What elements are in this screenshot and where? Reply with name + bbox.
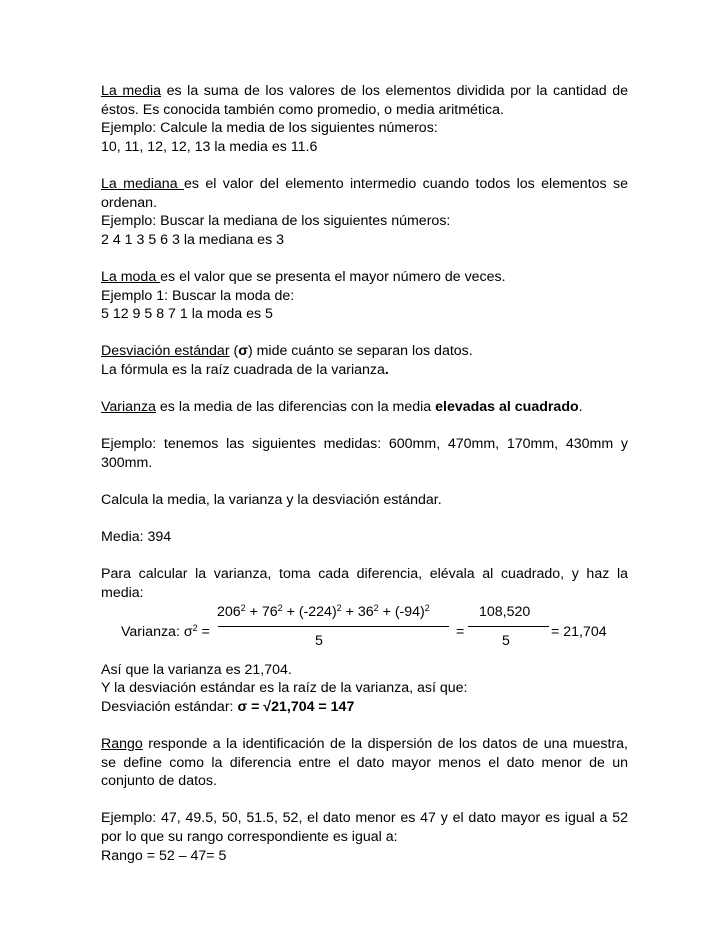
para-calcular-paragraph	[101, 565, 628, 602]
para-calcular-line-2: media:	[101, 585, 144, 602]
formula-exponent: 2	[240, 602, 246, 613]
media-result-line: Media: 394	[101, 529, 172, 546]
rango-line-3: conjunto de datos.	[101, 773, 217, 790]
conclusion-bold-result: σ = √21,704 = 147	[237, 698, 355, 715]
varianza-paragraph	[101, 398, 628, 417]
rango-line-2: se define como la diferencia entre el dato mayor menos el dato menor de un	[101, 754, 628, 771]
formula-label-equals: =	[197, 623, 210, 640]
desviacion-formula-text: La fórmula es la raíz cuadrada de la varianza	[101, 361, 385, 378]
ejemplo-paragraph	[101, 435, 628, 472]
mediana-term: La mediana	[101, 175, 184, 192]
rango-ejemplo-line-2: por lo que su rango correspondiente es igual a:	[101, 828, 398, 845]
varianza-term: Varianza	[101, 399, 156, 416]
conclusion-line-2: Y la desviación estándar es la raíz de la varianza, así que:	[101, 680, 468, 697]
rango-ejemplo-line-1: Ejemplo: 47, 49.5, 50, 51.5, 52, el dato menor es 47 y el dato mayor es igual a 52	[101, 810, 628, 827]
formula-exponent: 2	[277, 602, 283, 613]
formula-equals: =	[456, 623, 465, 640]
ejemplo-line-2: 300mm.	[101, 454, 153, 471]
formula-term-5: + (-94)	[378, 603, 425, 620]
mediana-paragraph	[101, 175, 628, 249]
moda-definition-text: es el valor que se presenta el mayor número de veces.	[160, 268, 506, 285]
formula-label-text: Varianza: σ	[121, 623, 193, 640]
mediana-example-values: 2 4 1 3 5 6 3 la mediana es 3	[101, 231, 284, 248]
media-term: La media	[101, 83, 162, 99]
media-definition-text: es la suma de los valores de los elementos dividida por la cantidad de	[161, 83, 628, 99]
media-line-1	[101, 82, 628, 101]
document-page	[101, 82, 628, 884]
varianza-line-1	[101, 398, 628, 417]
moda-example-label: Ejemplo 1: Buscar la moda de:	[101, 287, 295, 304]
desviacion-paragraph	[101, 342, 628, 379]
media-result-paragraph	[101, 528, 628, 547]
desviacion-line-1	[101, 342, 628, 361]
moda-line-1	[101, 268, 628, 287]
rango-ejemplo-line-3: Rango = 52 – 47= 5	[101, 847, 227, 864]
mediana-line-2: ordenan.	[101, 194, 158, 211]
formula-denominator: 5	[315, 632, 323, 649]
mediana-example-label: Ejemplo: Buscar la mediana de los siguientes números:	[101, 213, 451, 230]
formula-label	[121, 623, 210, 642]
varianza-bold-text: elevadas al cuadrado	[435, 399, 579, 416]
moda-term: La moda	[101, 268, 161, 285]
desviacion-definition-text: ) mide cuánto se separan los datos.	[247, 343, 473, 360]
conclusion-line-1: Así que la varianza es 21,704.	[101, 661, 292, 678]
moda-paragraph	[101, 268, 628, 324]
conclusion-label: Desviación estándar:	[101, 698, 238, 715]
mediana-line-1	[101, 175, 628, 194]
formula-term-1: 206	[217, 603, 241, 620]
media-line-2: éstos. Es conocida también como promedio, o media aritmética.	[101, 101, 504, 118]
ejemplo-line-1: Ejemplo: tenemos las siguientes medidas: 600mm, 470mm, 170mm, 430mm y	[101, 436, 628, 453]
fraction-bar	[218, 626, 449, 627]
para-calcular-line-1: Para calcular la varianza, toma cada diferencia, elévala al cuadrado, y haz la	[101, 566, 628, 583]
conclusion-paragraph	[101, 661, 628, 717]
varianza-formula	[101, 603, 628, 659]
formula-numerator	[217, 603, 430, 622]
rango-ejemplo-paragraph	[101, 809, 628, 865]
calcula-paragraph	[101, 491, 628, 510]
formula-exponent: 2	[424, 602, 430, 613]
fraction-bar	[468, 626, 549, 627]
calcula-line: Calcula la media, la varianza y la desviación estándar.	[101, 492, 442, 509]
formula-result: = 21,704	[551, 623, 607, 640]
formula-term-2: + 76	[245, 603, 278, 620]
rango-line-1	[101, 735, 628, 754]
media-example-label: Ejemplo: Calcule la media de los siguientes números:	[101, 120, 438, 137]
rango-term: Rango	[101, 736, 143, 752]
formula-sum-numerator: 108,520	[479, 603, 531, 620]
formula-term-3: + (-224)	[282, 603, 337, 620]
formula-exponent: 2	[373, 602, 379, 613]
varianza-end: .	[578, 399, 583, 416]
formula-term-4: + 36	[341, 603, 374, 620]
media-example-values: 10, 11, 12, 12, 13 la media es 11.6	[101, 138, 318, 155]
conclusion-line-3	[101, 698, 628, 717]
varianza-definition-text: es la media de las diferencias con la media	[155, 399, 436, 416]
rango-definition-text: responde a la identificación de la dispersión de los datos de una muestra,	[142, 736, 628, 752]
media-paragraph	[101, 82, 628, 156]
moda-example-values: 5 12 9 5 8 7 1 la moda es 5	[101, 306, 273, 323]
desviacion-line-2	[101, 361, 628, 380]
desviacion-bold-dot: .	[384, 361, 389, 378]
formula-label-exponent: 2	[192, 622, 198, 633]
desviacion-open-paren: (	[229, 343, 239, 360]
mediana-definition-text: es el valor del elemento intermedio cuando todos los elementos se	[183, 175, 628, 192]
sigma-symbol: σ	[238, 343, 248, 360]
formula-sum-denominator: 5	[502, 632, 510, 649]
formula-exponent: 2	[336, 602, 342, 613]
desviacion-term: Desviación estándar	[101, 343, 230, 360]
rango-paragraph	[101, 735, 628, 791]
